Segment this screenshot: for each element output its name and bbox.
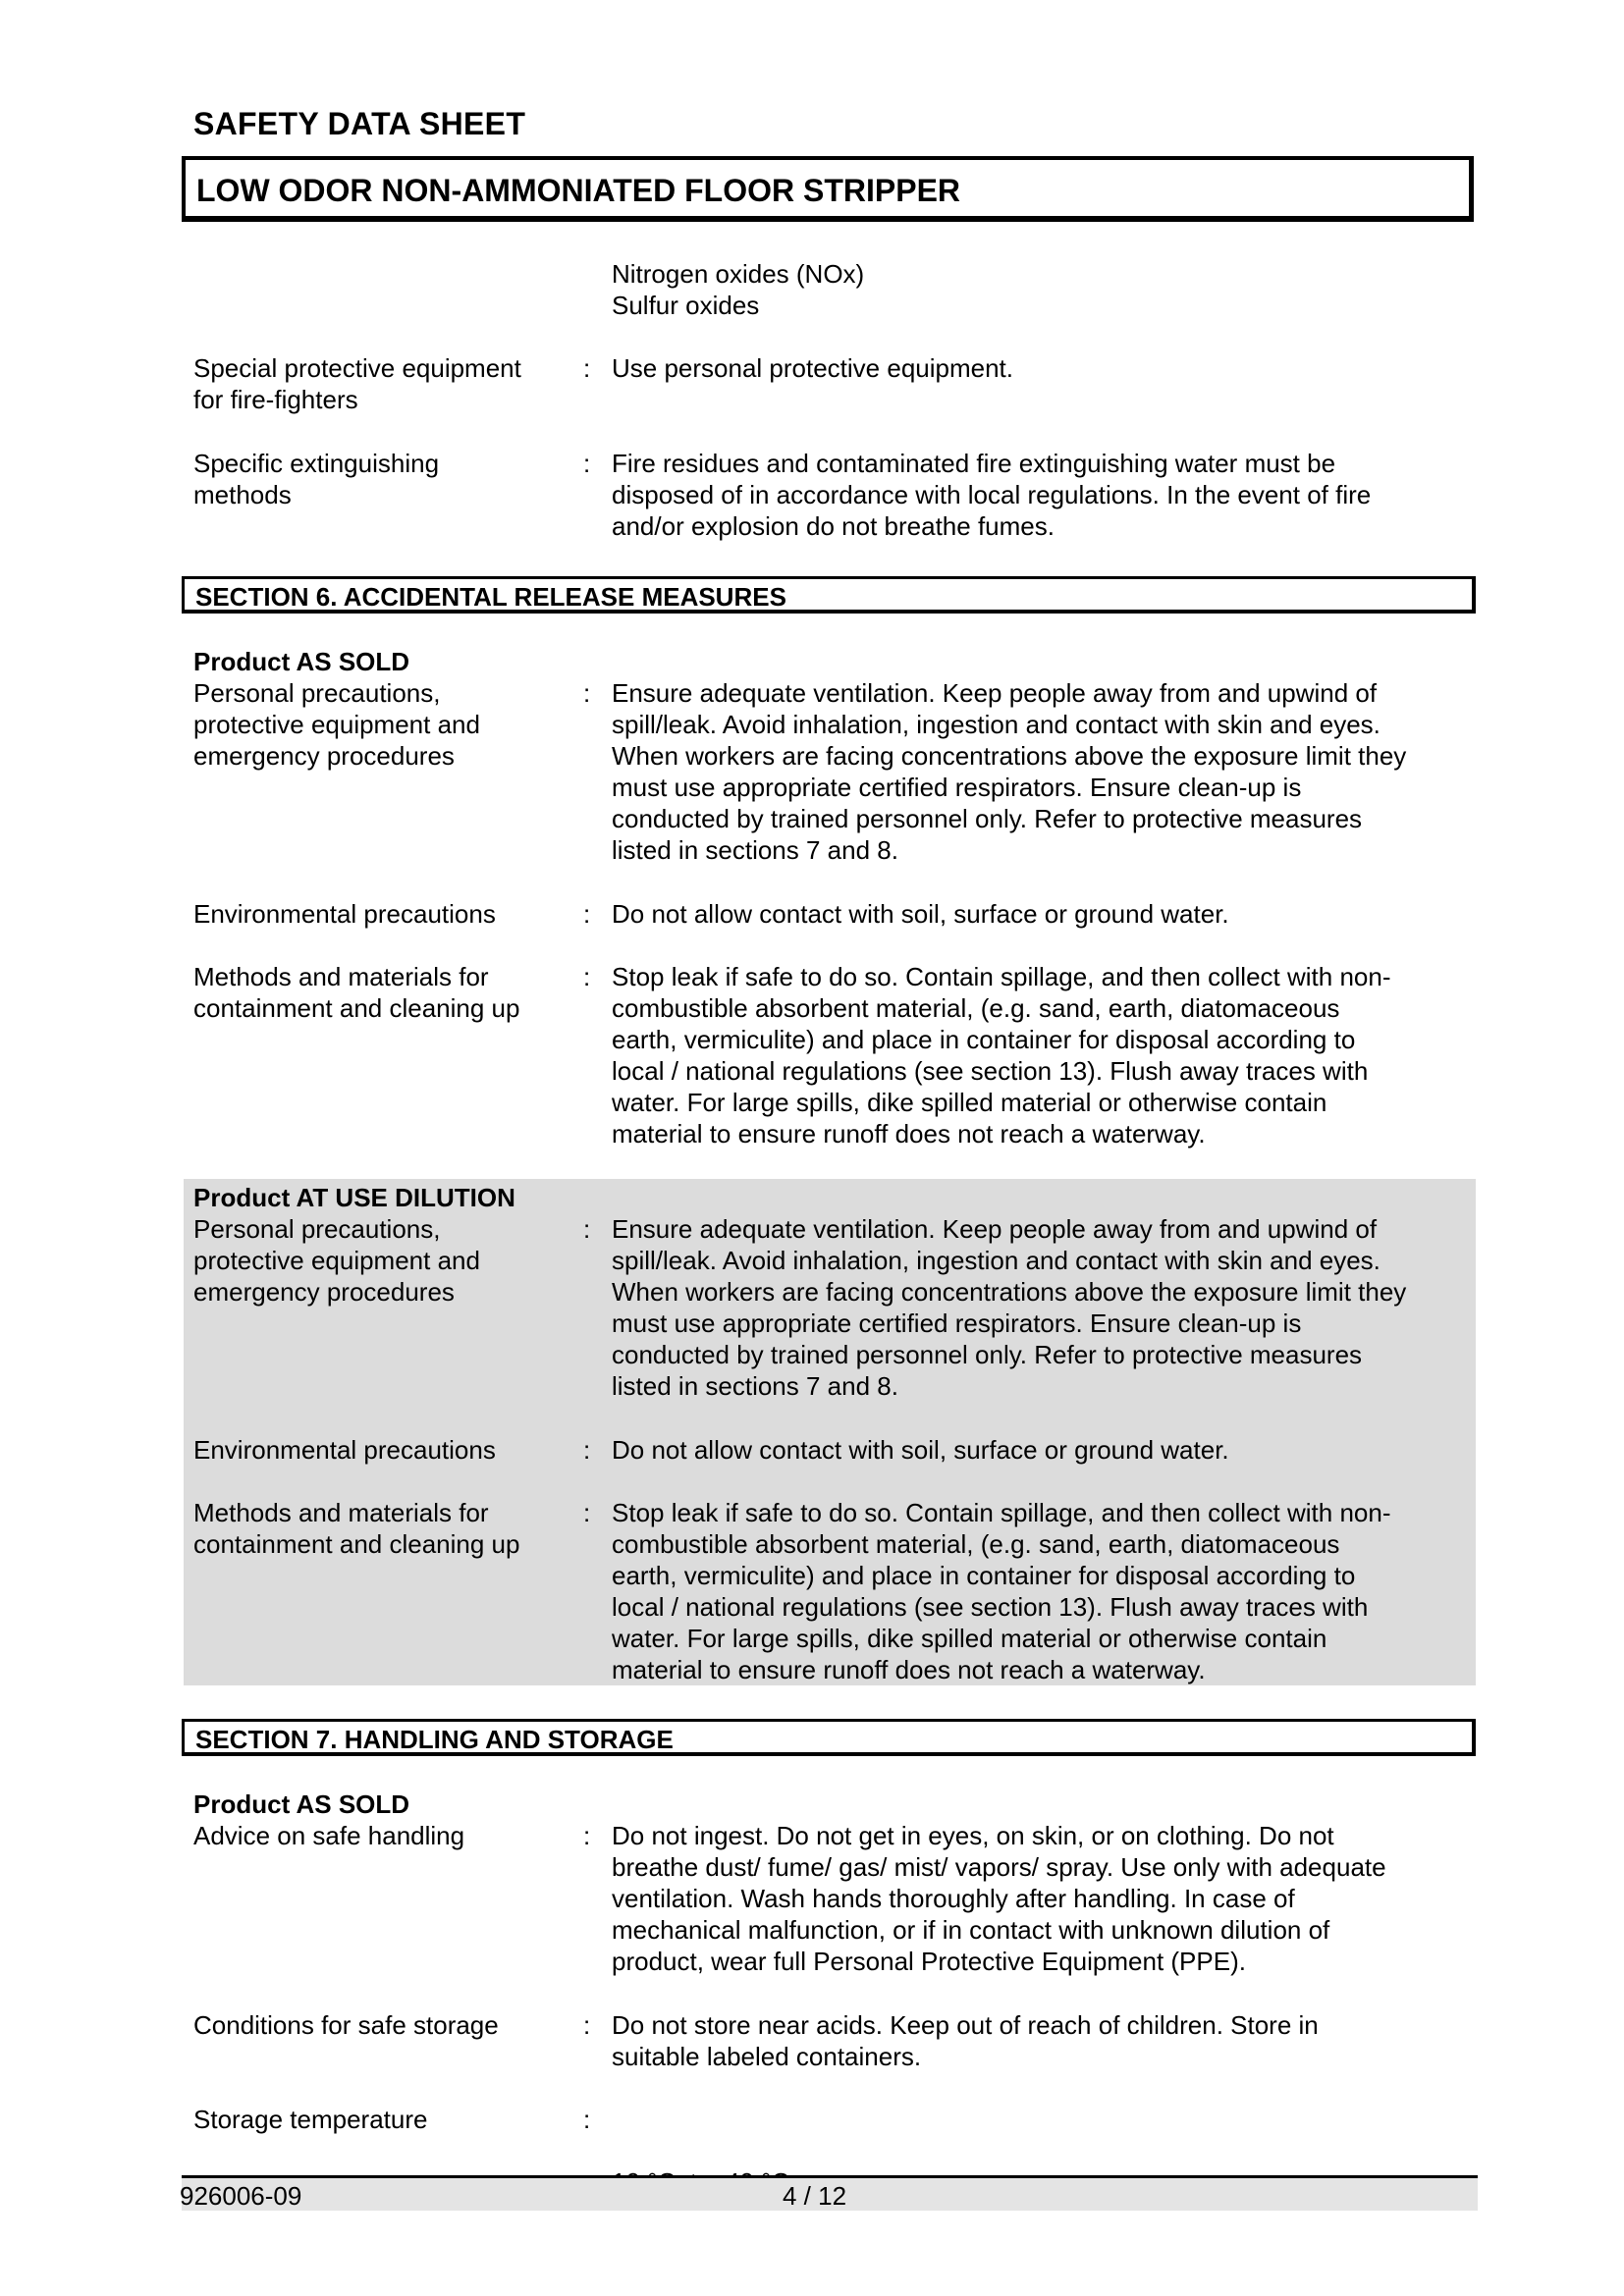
field-value-safe-handling: Do not ingest. Do not get in eyes, on skin, or on clothing. Do not breathe dust/ fume/ gas/ mist/ vapors/ spray. Use only with adequate ventilation. Wash hands thoroughly after handling. In case of mechanical malfunction, or if in contact with unknown dilution of product, wear full Personal Protective Equipment (PPE). — [612, 1821, 1386, 1976]
section-7-title: SECTION 7. HANDLING AND STORAGE — [195, 1725, 674, 1754]
footer-page-number: 4 / 12 — [783, 2181, 847, 2211]
field-value-fire-fighter-equipment: Use personal protective equipment. — [612, 353, 1014, 383]
section-7-header — [182, 1719, 1476, 1756]
section-6-title: SECTION 6. ACCIDENTAL RELEASE MEASURES — [195, 582, 786, 612]
combustion-product: Nitrogen oxides (NOx) — [612, 259, 865, 289]
section-7-as-sold-heading: Product AS SOLD — [193, 1789, 410, 1819]
section-6-as-sold-heading: Product AS SOLD — [193, 647, 410, 676]
field-value-containment-methods-dilution: Stop leak if safe to do so. Contain spillage, and then collect with non- combustible absorbent material, (e.g. sand, earth, diatomaceous earth, vermiculite) and place in container for disposal according to local / national regulations (see section 13). Flush away traces with water. For large spills, dike spilled material or otherwise contain material to ensure runoff does not reach a waterway. — [612, 1498, 1391, 1684]
field-value-extinguishing-methods: Fire residues and contaminated fire extinguishing water must be disposed of in accordance with local regulations. In the event of fire and/or explosion do not breathe fumes. — [612, 449, 1372, 541]
field-label-environmental-precautions-dilution: Environmental precautions — [193, 1435, 496, 1465]
field-label-storage-temperature: Storage temperature — [193, 2105, 428, 2134]
field-label-personal-precautions-dilution: Personal precautions, protective equipment and emergency procedures — [193, 1214, 480, 1307]
field-separator: : — [583, 678, 591, 708]
section-6-header — [182, 576, 1476, 614]
field-separator: : — [583, 1498, 591, 1527]
field-label-extinguishing-methods: Specific extinguishing methods — [193, 449, 440, 509]
field-separator: : — [583, 1214, 591, 1244]
field-label-environmental-precautions: Environmental precautions — [193, 899, 496, 929]
field-value-personal-precautions-dilution: Ensure adequate ventilation. Keep people away from and upwind of spill/leak. Avoid inhalation, ingestion and contact with skin and eyes. When workers are facing concentrations above the exposure limit they must use appropriate certified respirators. Ensure clean-up is conducted by trained personnel only. Refer to protective measures listed in sections 7 and 8. — [612, 1214, 1407, 1401]
field-separator: : — [583, 449, 591, 478]
combustion-products — [612, 258, 864, 321]
field-separator: : — [583, 962, 591, 991]
field-value-environmental-precautions-dilution: Do not allow contact with soil, surface or ground water. — [612, 1435, 1229, 1465]
field-label-safe-storage: Conditions for safe storage — [193, 2010, 499, 2040]
footer-doc-code: 926006-09 — [180, 2181, 302, 2211]
field-value-safe-storage: Do not store near acids. Keep out of reach of children. Store in suitable labeled containers. — [612, 2010, 1319, 2071]
field-separator: : — [583, 2010, 591, 2040]
field-label-personal-precautions: Personal precautions, protective equipment and emergency procedures — [193, 678, 480, 771]
page-title: SAFETY DATA SHEET — [193, 106, 526, 141]
field-separator: : — [583, 899, 591, 929]
field-separator: : — [583, 1821, 591, 1850]
field-value-containment-methods: Stop leak if safe to do so. Contain spillage, and then collect with non- combustible absorbent material, (e.g. sand, earth, diatomaceous earth, vermiculite) and place in container for disposal according to local / national regulations (see section 13). Flush away traces with water. For large spills, dike spilled material or otherwise contain material to ensure runoff does not reach a waterway. — [612, 962, 1391, 1148]
section-6-at-use-heading: Product AT USE DILUTION — [193, 1183, 515, 1212]
field-separator: : — [583, 1435, 591, 1465]
field-label-containment-methods: Methods and materials for containment and cleaning up — [193, 962, 520, 1023]
product-name-box — [182, 156, 1474, 222]
field-value-environmental-precautions: Do not allow contact with soil, surface or ground water. — [612, 899, 1229, 929]
field-label-containment-methods-dilution: Methods and materials for containment and cleaning up — [193, 1498, 520, 1559]
product-name: LOW ODOR NON-AMMONIATED FLOOR STRIPPER — [196, 173, 961, 208]
combustion-product: Sulfur oxides — [612, 291, 760, 320]
field-label-safe-handling: Advice on safe handling — [193, 1821, 465, 1850]
field-label-fire-fighter-equipment: Special protective equipment for fire-fighters — [193, 353, 521, 414]
field-value-personal-precautions: Ensure adequate ventilation. Keep people away from and upwind of spill/leak. Avoid inhalation, ingestion and contact with skin and eyes. When workers are facing concentrations above the exposure limit they must use appropriate certified respirators. Ensure clean-up is conducted by trained personnel only. Refer to protective measures listed in sections 7 and 8. — [612, 678, 1407, 865]
field-separator: : — [583, 353, 591, 383]
field-separator: : — [583, 2105, 591, 2134]
